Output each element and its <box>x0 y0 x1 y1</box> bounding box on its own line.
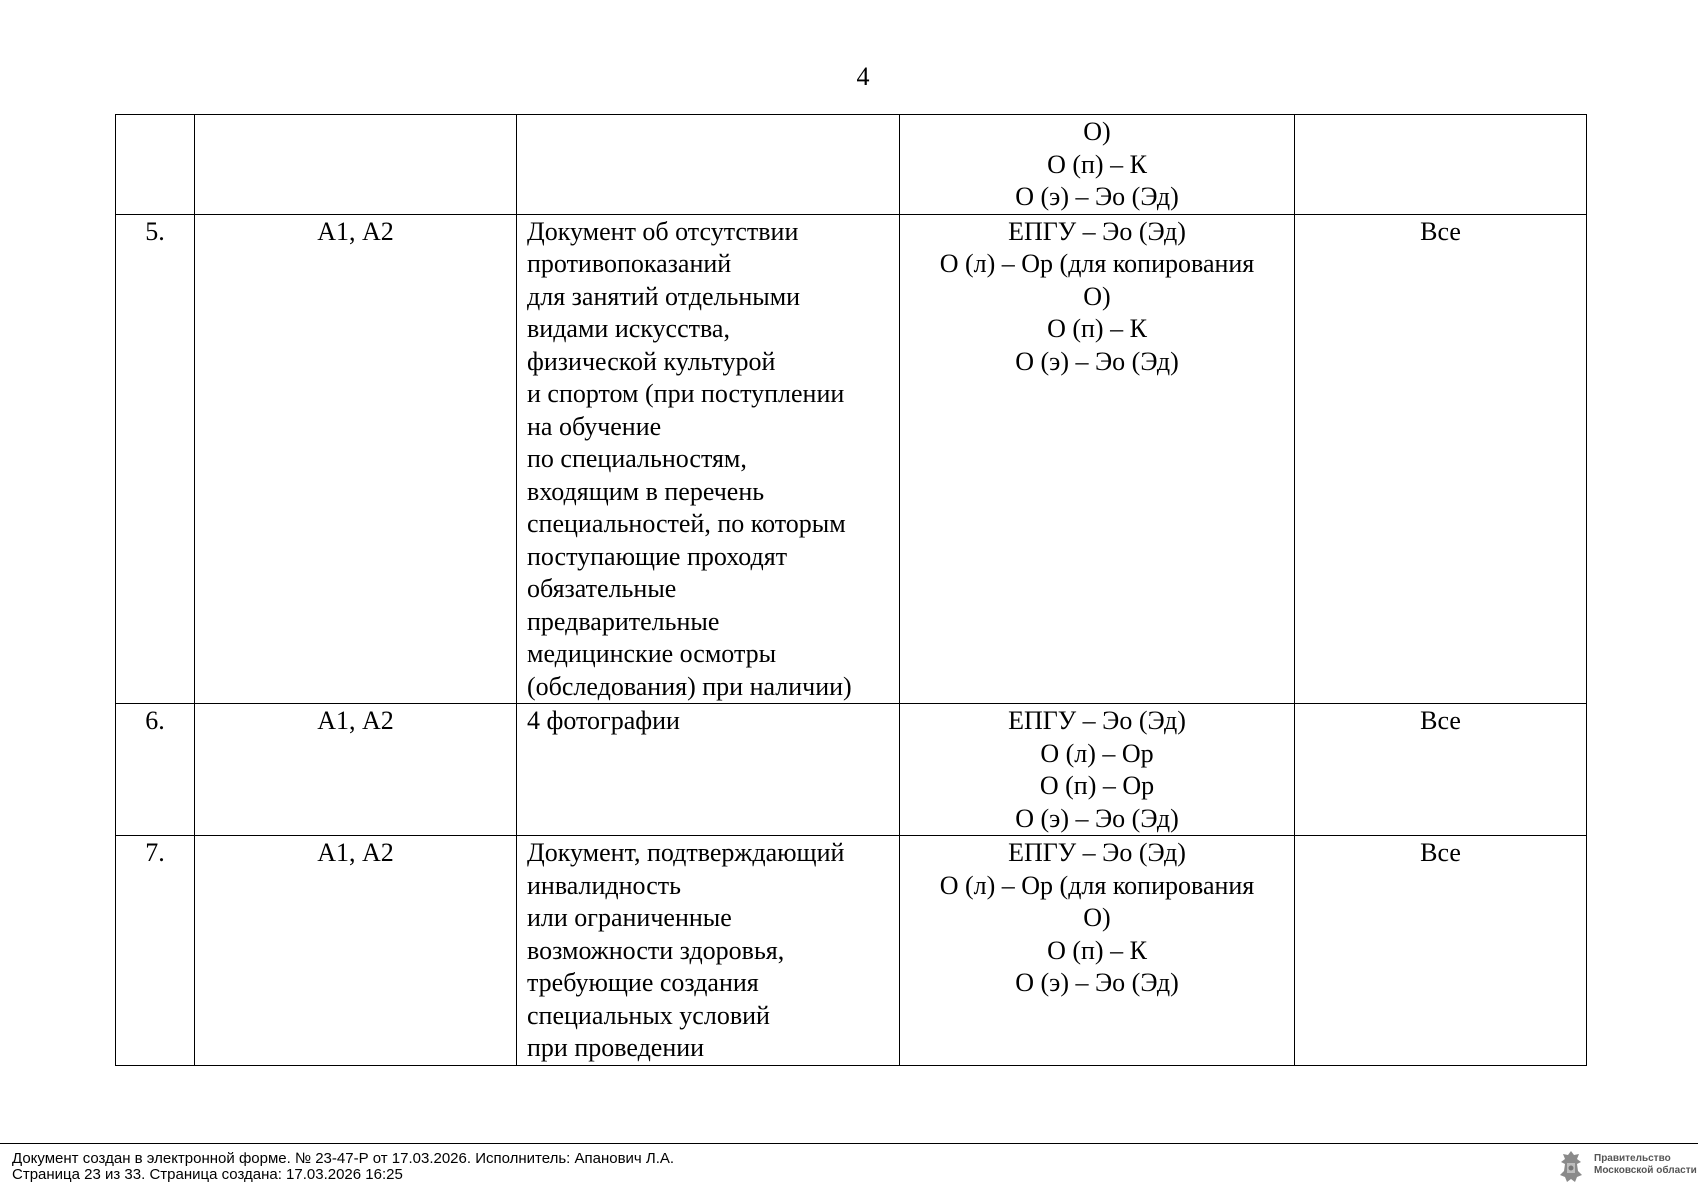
document-name-cell <box>517 836 900 1066</box>
documents-table <box>115 114 1587 1066</box>
logo-text <box>1594 1153 1697 1177</box>
applicants-cell <box>1295 115 1587 215</box>
document-name-line: медицинские осмотры <box>527 639 777 668</box>
document-name-line: Документ, подтверждающий <box>527 838 845 867</box>
submission-method-line: О (э) – Эо (Эд) <box>1015 968 1179 997</box>
document-name-line: физической культурой <box>527 346 776 376</box>
submission-method-line: О (э) – Эо (Эд) <box>1015 803 1179 833</box>
document-name-line: 4 фотографии <box>527 706 680 735</box>
row-number-cell <box>116 115 195 215</box>
submission-method-line: О (п) – К <box>1047 314 1147 343</box>
logo-text-line2: Московской области <box>1594 1165 1697 1176</box>
document-name-line: возможности здоровья, <box>527 935 785 965</box>
document-name-line: обязательные <box>527 574 677 603</box>
submission-method-line: О (п) – К <box>1047 935 1147 965</box>
submission-method-cell <box>900 836 1295 1066</box>
document-name-cell <box>517 704 900 836</box>
table-row <box>116 836 1587 1066</box>
submission-method-line: О) <box>1083 903 1111 932</box>
document-name-line: или ограниченные <box>527 903 732 932</box>
document-name-line: специальностей, по которым <box>527 509 846 538</box>
submission-method-line: О (л) – Ор <box>1040 738 1154 768</box>
document-name-line: противопоказаний <box>527 249 732 278</box>
footer-divider <box>0 1143 1698 1144</box>
applicant-category-cell: А1, А2 <box>195 214 517 704</box>
row-number-cell: 6. <box>116 704 195 836</box>
applicant-category-cell: А1, А2 <box>195 836 517 1066</box>
document-name-line: и спортом (при поступлении <box>527 379 845 408</box>
document-name-line: специальных условий <box>527 1000 770 1030</box>
page-number: 4 <box>856 62 870 91</box>
submission-method-line: О (п) – Ор <box>1039 771 1155 800</box>
submission-method-line: О) <box>1083 117 1111 146</box>
submission-method-line: О (п) – К <box>1047 149 1147 179</box>
logo-text-line1: Правительство <box>1594 1153 1671 1164</box>
document-name-line: инвалидность <box>527 870 681 900</box>
submission-method-line: ЕПГУ – Эо (Эд) <box>1008 216 1186 246</box>
submission-method-line: О (л) – Ор (для копирования <box>939 870 1255 900</box>
applicants-cell: Все <box>1295 836 1587 1066</box>
applicants-cell: Все <box>1295 704 1587 836</box>
document-name-line: по специальностям, <box>527 444 747 473</box>
document-name-line: требующие создания <box>527 968 759 997</box>
submission-method-line: ЕПГУ – Эо (Эд) <box>1008 706 1186 735</box>
submission-method-cell <box>900 214 1295 704</box>
applicants-cell: Все <box>1295 214 1587 704</box>
submission-method-line: О (э) – Эо (Эд) <box>1015 182 1179 211</box>
document-name-cell <box>517 115 900 215</box>
row-number-cell: 7. <box>116 836 195 1066</box>
table-row <box>116 704 1587 836</box>
submission-method-cell <box>900 115 1295 215</box>
applicant-category-cell: А1, А2 <box>195 704 517 836</box>
footer <box>12 1151 674 1183</box>
document-name-line: видами искусства, <box>527 314 730 343</box>
document-name-line: (обследования) при наличии) <box>527 671 852 701</box>
row-number-cell: 5. <box>116 214 195 704</box>
government-logo <box>1555 1147 1695 1187</box>
footer-page-info: Страница 23 из 33. Страница создана: 17.03.2026 16:25 <box>12 1166 403 1183</box>
submission-method-line: ЕПГУ – Эо (Эд) <box>1008 838 1186 867</box>
submission-method-line: О (л) – Ор (для копирования <box>939 249 1255 278</box>
submission-method-line: О) <box>1083 281 1111 311</box>
document-name-cell <box>517 214 900 704</box>
submission-method-line: О (э) – Эо (Эд) <box>1015 346 1179 376</box>
document-name-line: предварительные <box>527 606 720 636</box>
submission-method-cell <box>900 704 1295 836</box>
applicant-category-cell <box>195 115 517 215</box>
document-name-line: Документ об отсутствии <box>527 216 799 246</box>
document-name-line: поступающие проходят <box>527 541 788 571</box>
document-name-line: на обучение <box>527 411 662 441</box>
document-name-line: входящим в перечень <box>527 476 765 506</box>
table-row <box>116 214 1587 704</box>
table-row <box>116 115 1587 215</box>
document-name-line: для занятий отдельными <box>527 281 801 311</box>
footer-document-info: Документ создан в электронной форме. № 23-47-Р от 17.03.2026. Исполнитель: Апанович Л.А. <box>12 1150 675 1167</box>
moscow-region-emblem-icon <box>1555 1149 1587 1185</box>
document-name-line: при проведении <box>527 1033 705 1062</box>
